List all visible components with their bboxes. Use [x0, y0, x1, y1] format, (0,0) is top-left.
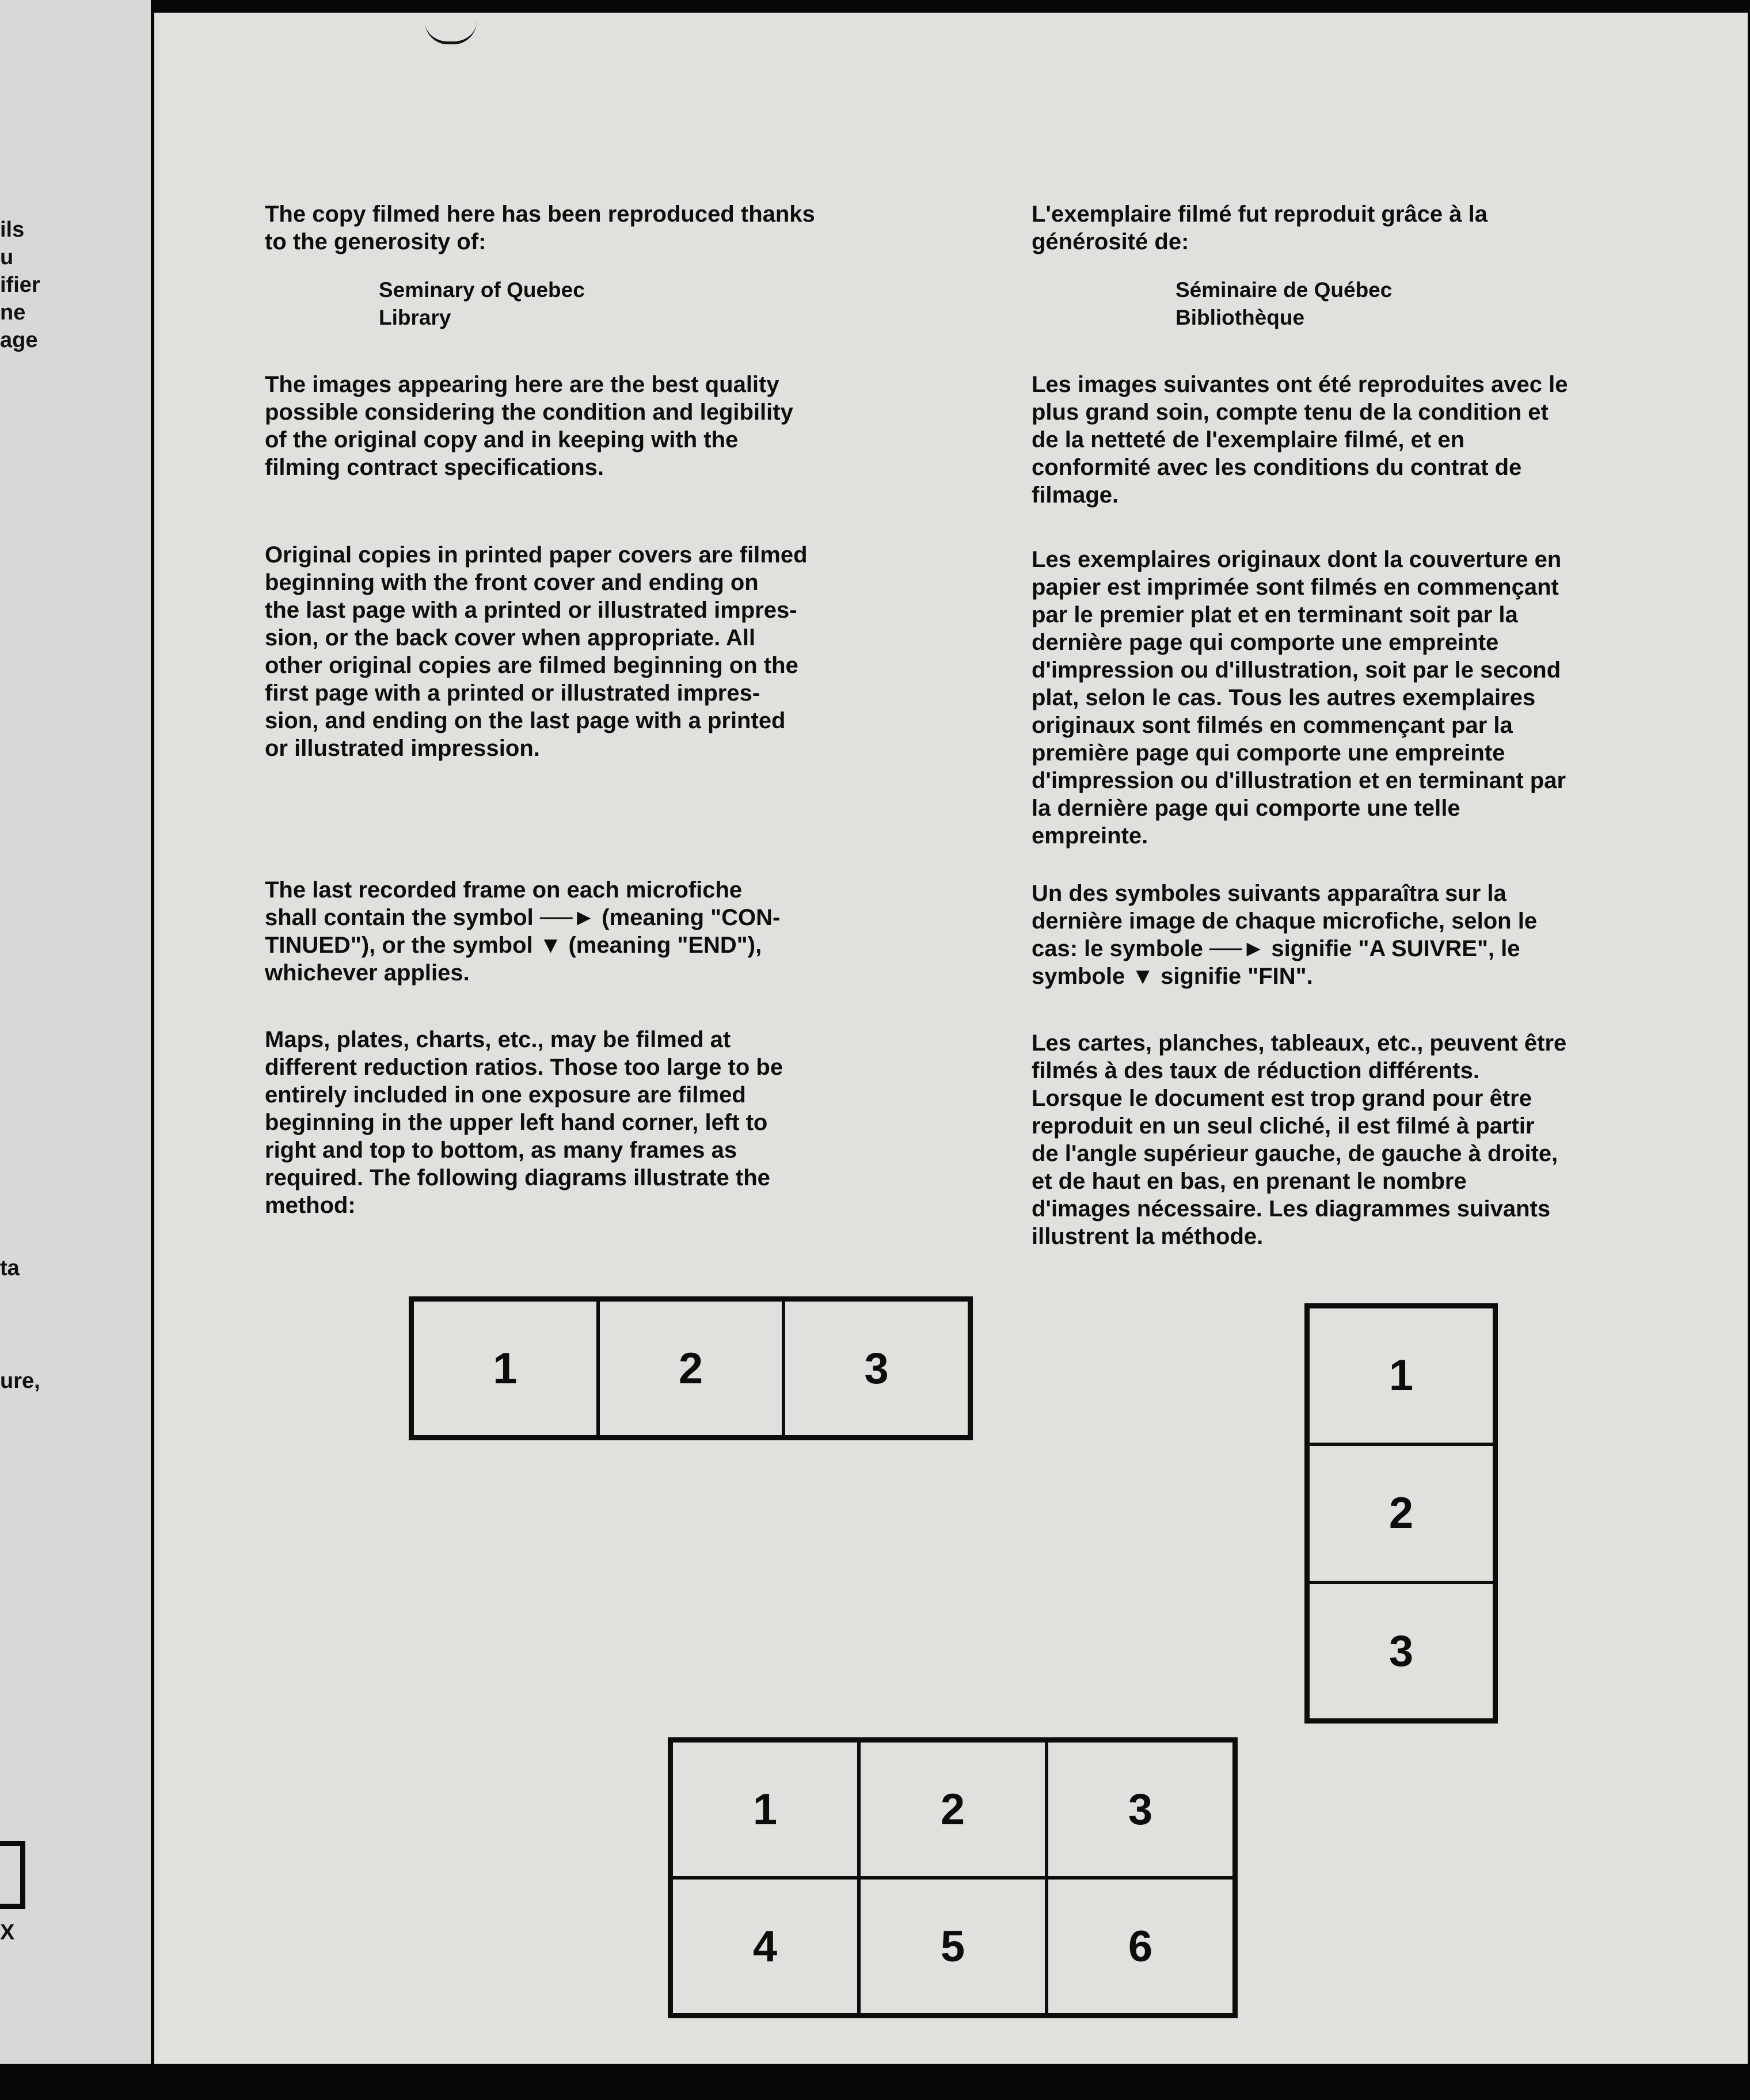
diagram-frame: 3 [1308, 1582, 1494, 1720]
strip-fragment: ne [0, 300, 26, 325]
english-quality-paragraph: The images appearing here are the best quality possible considering the condition and legibility of the original copy and in keeping with the filming contract specifications. [265, 372, 793, 480]
diagram-frame: 1 [671, 1741, 859, 1878]
diagram-frame: 5 [859, 1878, 1047, 2015]
diagram-frame: 2 [598, 1300, 784, 1437]
diagram-frame: 4 [671, 1878, 859, 2015]
french-symbol-paragraph: Un des symboles suivants apparaîtra sur la dernière image de chaque microfiche, selon le cas: le symbole ──► signifie "A SUIVRE", le symbole ▼ signifie "FIN". [1032, 881, 1538, 989]
french-intro: L'exemplaire filmé fut reproduit grâce à la générosité de: [1032, 201, 1488, 254]
english-symbol-paragraph: The last recorded frame on each microfiche shall contain the symbol ──► (meaning "CON- TINUED"), or the symbol ▼ (meaning "END"), whichever applies. [265, 877, 781, 986]
english-intro: The copy filmed here has been reproduced thanks to the generosity of: [265, 201, 815, 254]
english-library: Seminary of Quebec Library [379, 278, 585, 329]
diagram-frame: 2 [1308, 1444, 1494, 1582]
diagram-frame: 1 [412, 1300, 598, 1437]
corner-mark [425, 13, 477, 44]
adjacent-frame-strip [0, 0, 151, 2064]
english-maps-paragraph: Maps, plates, charts, etc., may be filmed at different reduction ratios. Those too large to be entirely included in one exposure are filmed beginning in the upper left hand corner, left to right and top to bottom, as many frames as required. The following diagrams illustrate the method: [265, 1027, 783, 1218]
diagram-grid [668, 1737, 1238, 2018]
strip-fragment: age [0, 328, 38, 352]
diagram-frame: 2 [859, 1741, 1047, 1878]
diagram-frame: 3 [783, 1300, 969, 1437]
strip-box-fragment [0, 1841, 25, 1909]
diagram-row [409, 1296, 973, 1440]
strip-fragment: ils [0, 218, 25, 242]
strip-fragment: ifier [0, 273, 40, 297]
english-originals-paragraph: Original copies in printed paper covers are filmed beginning with the front cover and ending on the last page with a printed or illustrated impres- sion, or the back cover when appropriate. All other original copies are filmed beginning on the first page with a printed or illustrated impres- sion, and ending on the last page with a printed or illustrated impression. [265, 542, 808, 761]
strip-fragment: ure, [0, 1369, 40, 1393]
french-maps-paragraph: Les cartes, planches, tableaux, etc., peuvent être filmés à des taux de réduction différents. Lorsque le document est trop grand pour être reproduit en un seul cliché, il est filmé à partir de l'angle supérieur gauche, de gauche à droite, et de haut en bas, en prenant le nombre d'images nécessaire. Les diagrammes suivants illustrent la méthode. [1032, 1030, 1567, 1249]
diagram-column [1304, 1303, 1498, 1724]
french-library: Séminaire de Québec Bibliothèque [1175, 278, 1393, 329]
microfiche-notice-sheet [154, 13, 1748, 2064]
diagram-frame: 3 [1047, 1741, 1234, 1878]
diagram-frame: 1 [1308, 1307, 1494, 1444]
diagram-frame: 6 [1047, 1878, 1234, 2015]
french-quality-paragraph: Les images suivantes ont été reproduites avec le plus grand soin, compte tenu de la condition et de la netteté de l'exemplaire filmé, et en conformité avec les conditions du contrat de filmage. [1032, 372, 1568, 508]
strip-fragment: X [0, 1920, 15, 1945]
strip-fragment: ta [0, 1256, 20, 1280]
french-originals-paragraph: Les exemplaires originaux dont la couverture en papier est imprimée sont filmés en commençant par le premier plat et en terminant soit par la dernière page qui comporte une empreinte d'impression ou d'illustration, soit par le second plat, selon le cas. Tous les autres exemplaires originaux sont filmés en commençant par la première page qui comporte une empreinte d'impression ou d'illustration et en terminant par la dernière page qui comporte une telle empreinte. [1032, 547, 1566, 849]
strip-fragment: u [0, 245, 14, 269]
